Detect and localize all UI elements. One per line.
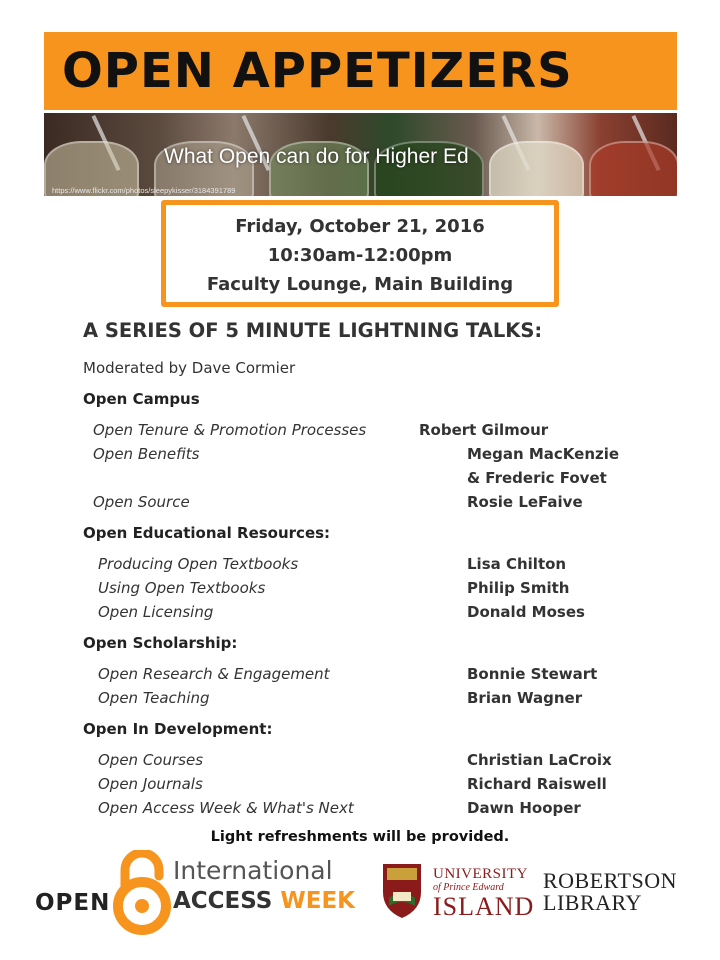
- talk-speaker: Megan MacKenzie: [467, 445, 620, 463]
- talk-title: Open Courses: [98, 751, 204, 769]
- talk-title: Open Licensing: [98, 603, 214, 621]
- poster-title: OPEN APPETIZERS: [62, 43, 573, 99]
- open-access-lock-icon: [111, 850, 173, 936]
- talk-speaker: Brian Wagner: [467, 689, 583, 707]
- upei-university-text: UNIVERSITY: [433, 866, 528, 882]
- event-time: 10:30am-12:00pm: [267, 245, 453, 266]
- upei-wordmark: [433, 866, 534, 920]
- upei-crest-icon: [381, 862, 423, 920]
- event-date: Friday, October 21, 2016: [235, 216, 485, 237]
- talk-speaker: Christian LaCroix: [467, 751, 612, 769]
- talk-title: Open Journals: [98, 775, 203, 793]
- talk-title: Open Access Week & What's Next: [98, 799, 354, 817]
- section-title: Open In Development:: [83, 720, 273, 738]
- talk-speaker: Bonnie Stewart: [467, 665, 598, 683]
- oa-international-text: International: [173, 856, 333, 885]
- tagline: What Open can do for Higher Ed: [164, 145, 469, 168]
- moderator-line: Moderated by Dave Cormier: [83, 359, 296, 377]
- talk-speaker-second: & Frederic Fovet: [467, 469, 607, 487]
- talk-speaker: Philip Smith: [467, 579, 570, 597]
- oa-access-text: ACCESS: [173, 888, 273, 914]
- robertson-library-logo: [543, 870, 677, 914]
- section-title: Open Scholarship:: [83, 634, 238, 652]
- talk-title: Open Source: [93, 493, 190, 511]
- oa-open-text: OPEN: [35, 890, 111, 916]
- talk-title: Open Tenure & Promotion Processes: [93, 421, 367, 439]
- upei-of-text: of Prince Edward: [433, 882, 504, 893]
- talk-title: Producing Open Textbooks: [98, 555, 299, 573]
- upei-logo: [381, 862, 535, 924]
- section-title: Open Educational Resources:: [83, 524, 331, 542]
- talk-speaker: Dawn Hooper: [467, 799, 581, 817]
- oa-access-line: [173, 888, 355, 914]
- talk-speaker: Richard Raiswell: [467, 775, 607, 793]
- talk-title: Open Benefits: [93, 445, 200, 463]
- talk-speaker: Donald Moses: [467, 603, 585, 621]
- section-title: Open Campus: [83, 390, 200, 408]
- talk-title: Using Open Textbooks: [98, 579, 266, 597]
- upei-island-text: ISLAND: [433, 892, 535, 921]
- library-line-1: ROBERTSON: [543, 868, 677, 893]
- talk-speaker: Rosie LeFaive: [467, 493, 583, 511]
- talk-speaker: Lisa Chilton: [467, 555, 567, 573]
- talk-title: Open Research & Engagement: [98, 665, 330, 683]
- refreshments-note: Light refreshments will be provided.: [210, 829, 510, 845]
- oa-week-text: WEEK: [280, 888, 356, 914]
- appetizer-photo: [44, 113, 677, 196]
- program-heading: A SERIES OF 5 MINUTE LIGHTNING TALKS:: [83, 319, 543, 342]
- open-access-week-logo: [35, 850, 355, 940]
- talk-title: Open Teaching: [98, 689, 210, 707]
- event-location: Faculty Lounge, Main Building: [206, 274, 514, 295]
- glass-decoration: [589, 141, 677, 196]
- talk-speaker: Robert Gilmour: [419, 421, 549, 439]
- library-line-2: LIBRARY: [543, 890, 642, 915]
- title-banner: [44, 32, 677, 110]
- event-details-box: [161, 200, 559, 307]
- glass-decoration: [489, 141, 584, 196]
- photo-credit: https://www.flickr.com/photos/sleepykisser/3184391789: [52, 186, 236, 195]
